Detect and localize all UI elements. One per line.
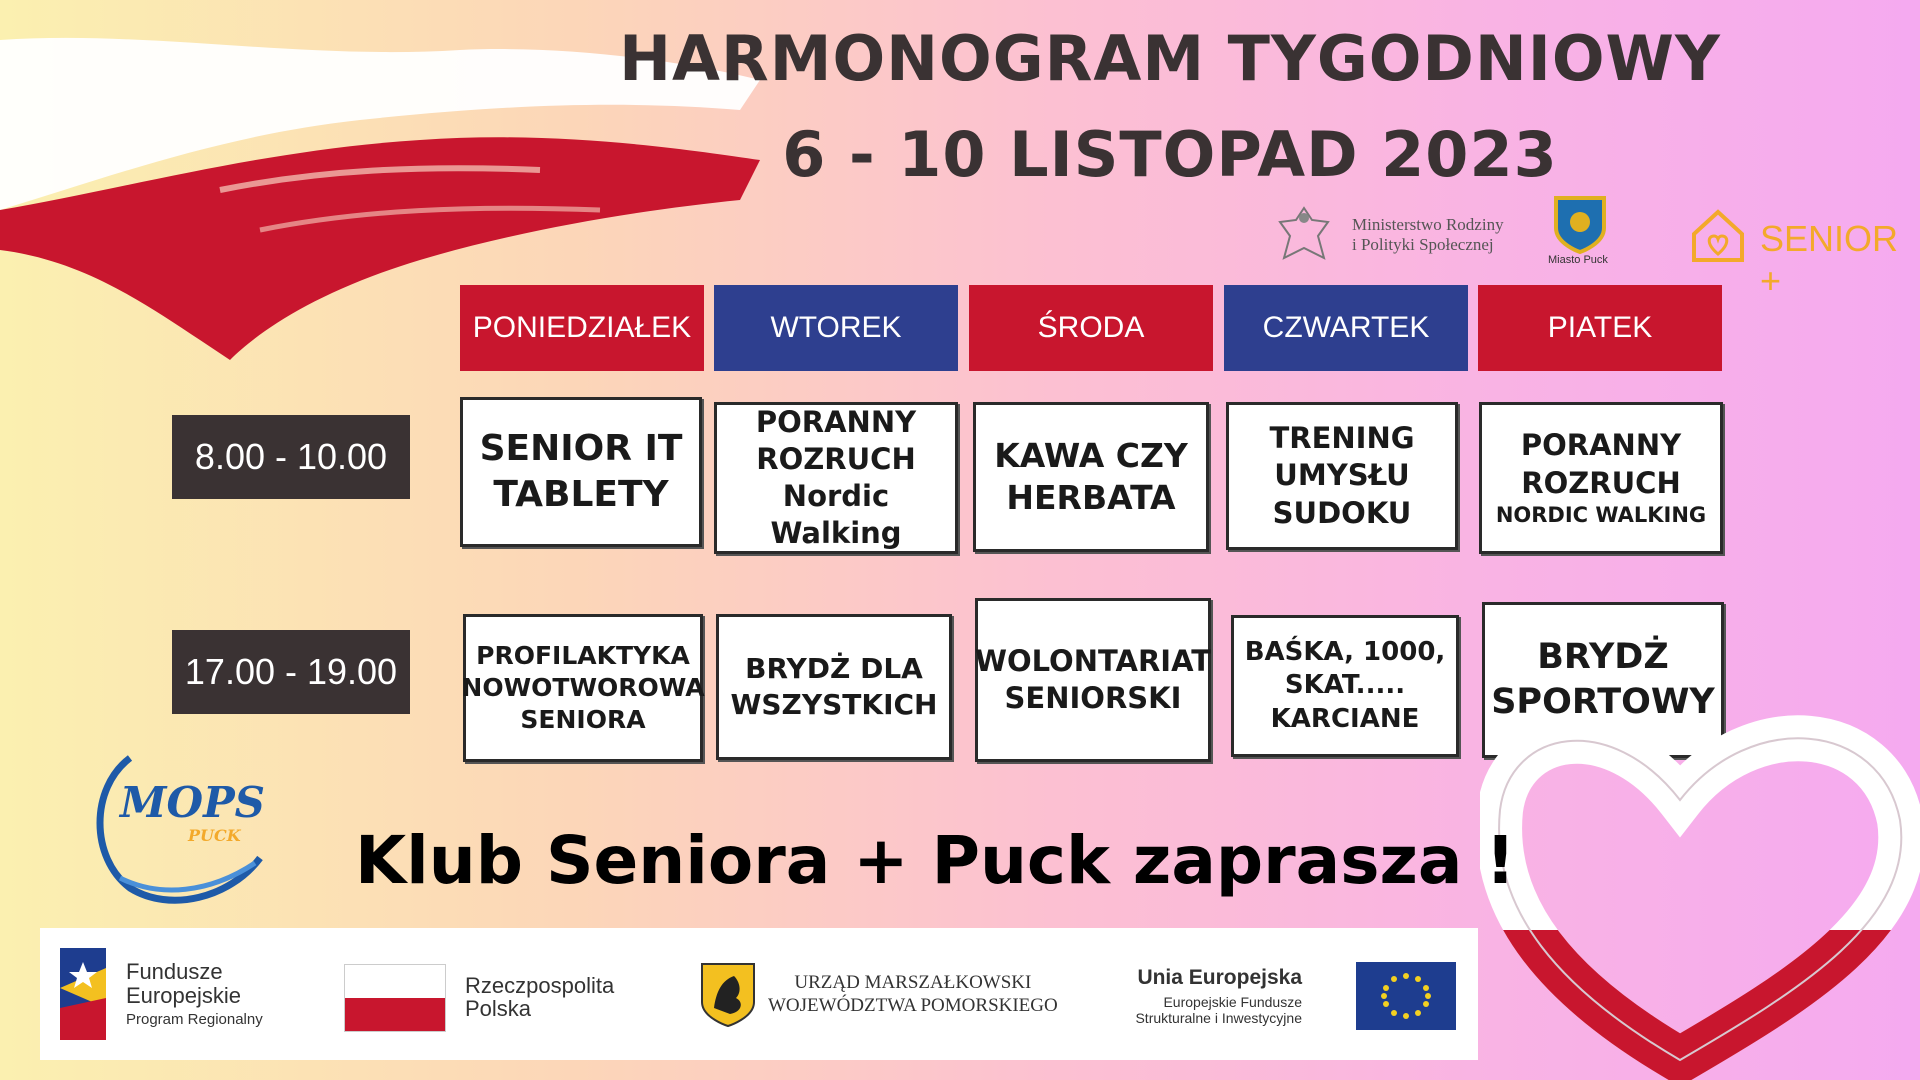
time-slot-evening: 17.00 - 19.00 bbox=[172, 630, 410, 714]
activity-wed-evening: WOLONTARIAT SENIORSKI bbox=[975, 598, 1211, 762]
city-label: Miasto Puck bbox=[1548, 254, 1608, 266]
activity-wed-morning: KAWA CZY HERBATA bbox=[973, 402, 1209, 552]
activity-tue-evening: BRYDŻ DLA WSZYSTKICH bbox=[716, 614, 952, 760]
day-header-friday: PIATEK bbox=[1478, 285, 1722, 371]
activity-thu-morning: TRENING UMYSŁU SUDOKU bbox=[1226, 402, 1458, 550]
day-header-thursday: CZWARTEK bbox=[1224, 285, 1468, 371]
urzad-marszalkowski-label: URZĄD MARSZAŁKOWSKI WOJEWÓDZTWA POMORSKIEGO bbox=[768, 972, 1058, 1016]
activity-tue-morning: PORANNY ROZRUCH Nordic Walking bbox=[714, 402, 958, 554]
pomorskie-griffin-icon bbox=[700, 962, 756, 1028]
day-header-monday: PONIEDZIAŁEK bbox=[460, 285, 704, 371]
mops-logo bbox=[90, 748, 270, 908]
eu-flag-icon bbox=[1356, 962, 1456, 1030]
heart-flag-decoration bbox=[1480, 690, 1920, 1080]
activity-thu-evening: BAŚKA, 1000, SKAT..... KARCIANE bbox=[1231, 615, 1459, 757]
day-header-tuesday: WTOREK bbox=[714, 285, 958, 371]
polish-eagle-icon bbox=[1268, 200, 1340, 272]
unia-europejska-label: Unia Europejska Europejskie Fundusze Strukturalne i Inwestycyjne bbox=[1135, 966, 1302, 1027]
house-heart-icon bbox=[1688, 206, 1748, 266]
fundusze-europejskie-icon bbox=[60, 948, 106, 1040]
puck-coat-of-arms-icon bbox=[1548, 188, 1612, 256]
mops-sub: PUCK bbox=[188, 826, 241, 845]
activity-mon-morning: SENIOR IT TABLETY bbox=[460, 397, 702, 547]
senior-plus-label: SENIOR + bbox=[1760, 218, 1899, 301]
activity-fri-morning: PORANNY ROZRUCH NORDIC WALKING bbox=[1479, 402, 1723, 554]
invitation-text: Klub Seniora + Puck zaprasza ! bbox=[355, 822, 1516, 899]
activity-fri-evening: BRYDŻ SPORTOWY bbox=[1482, 602, 1724, 758]
mops-hand-icon bbox=[90, 748, 270, 908]
page-subtitle-date: 6 - 10 LISTOPAD 2023 bbox=[782, 118, 1558, 191]
activity-mon-evening: PROFILAKTYKA NOWOTWOROWA SENIORA bbox=[463, 614, 703, 762]
page-title: HARMONOGRAM TYGODNIOWY bbox=[619, 22, 1721, 95]
ministry-label: Ministerstwo Rodziny i Polityki Społecznej bbox=[1352, 215, 1504, 254]
time-slot-morning: 8.00 - 10.00 bbox=[172, 415, 410, 499]
eu-funding-footer bbox=[40, 928, 1478, 1060]
fundusze-label: Fundusze Europejskie Program Regionalny bbox=[126, 959, 263, 1029]
day-header-wednesday: ŚRODA bbox=[969, 285, 1213, 371]
mops-name: MOPS bbox=[120, 778, 265, 827]
rzeczpospolita-label: Rzeczpospolita Polska bbox=[465, 973, 615, 1022]
polish-flag-icon bbox=[344, 964, 446, 1032]
